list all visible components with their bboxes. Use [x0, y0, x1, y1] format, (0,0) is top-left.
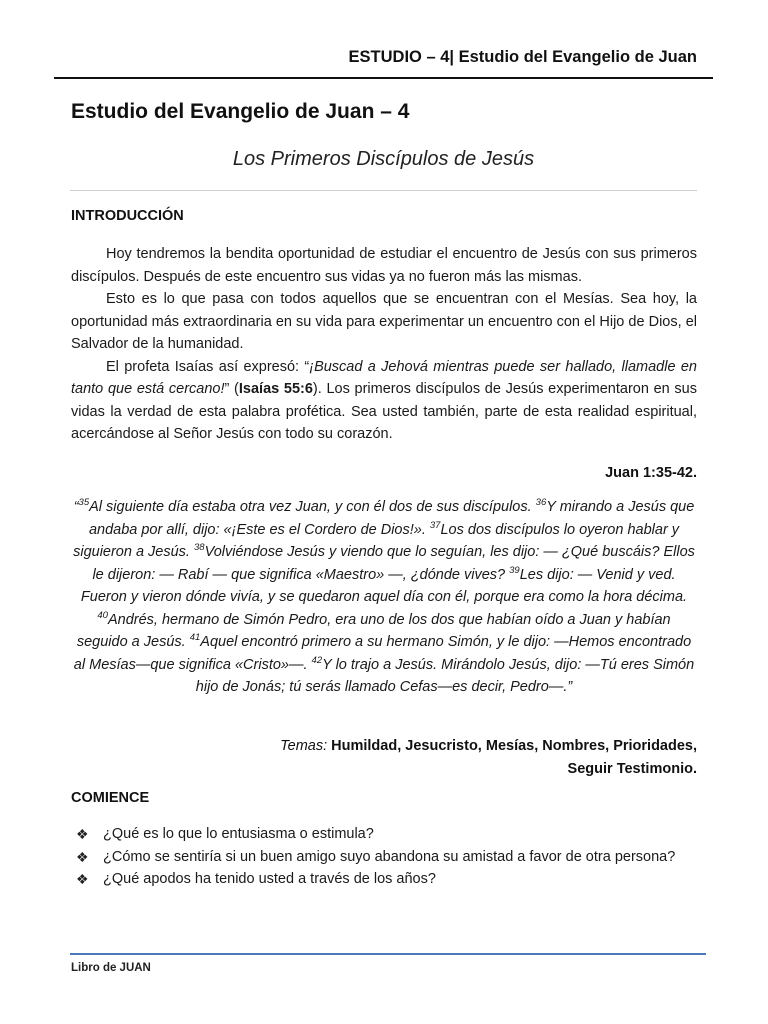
- intro-paragraph-1: Hoy tendremos la bendita oportunidad de estudiar el encuentro de Jesús con sus primeros discípulos. Después de este encuentro sus vidas ya no fueron más las mismas.: [71, 246, 697, 285]
- verse-number: 40: [97, 609, 108, 621]
- intro-p3-lead: El profeta Isaías así expresó: “: [106, 358, 310, 375]
- isaiah-quote: ¡Buscad a Jehová mientras puede ser hallado, llamadle en tanto que está cercano!: [71, 358, 697, 397]
- verse-text: Les dijo: — Venid y ved. Fueron y vieron dónde vivía, y se quedaron aquel día con él, porque era como la hora décima.: [80, 566, 688, 605]
- document-title: Estudio del Evangelio de Juan – 4: [71, 100, 410, 123]
- scripture-quote: [72, 496, 696, 699]
- verse-text: Volviéndose Jesús y viendo que lo seguían, les dijo: — ¿Qué buscáis? Ellos le dijeron: — Rabí — que significa «Maestro» —, ¿dónde vives?: [92, 544, 695, 583]
- running-header: ESTUDIO – 4| Estudio del Evangelio de Juan: [348, 48, 697, 66]
- quote-open-mark: “: [73, 499, 79, 515]
- list-item: [76, 868, 697, 891]
- list-item: [76, 823, 697, 846]
- verse-number: 37: [429, 519, 441, 531]
- comience-heading: COMIENCE: [71, 790, 150, 806]
- verse-text: Andrés, hermano de Simón Pedro, era uno de los dos que habían oído a Juan y habían seguido a Jesús.: [76, 611, 671, 650]
- title-divider: [70, 190, 697, 191]
- scripture-reference: Juan 1:35-42.: [605, 465, 697, 481]
- footer-divider: [70, 953, 706, 955]
- temas-line: [277, 735, 697, 780]
- comience-list: [76, 823, 697, 891]
- temas-values: Humildad, Jesucristo, Mesías, Nombres, Prioridades, Seguir Testimonio.: [331, 738, 697, 777]
- footer-text: Libro de JUAN: [71, 962, 151, 974]
- verse-number: 39: [509, 564, 520, 576]
- intro-paragraph-2: Esto es lo que pasa con todos aquellos que se encuentran con el Mesías. Sea hoy, la oportunidad más extraordinaria en su vida para experimentar un encuentro con el Hijo de Dios, el Salvador de la humanidad.: [71, 291, 697, 352]
- list-item-text: ¿Qué apodos ha tenido usted a través de los años?: [103, 871, 436, 887]
- intro-p3-tail: ). Los primeros discípulos de Jesús experimentaron en sus vidas la verdad de esta palabra profética. Sea usted también, parte de esta realidad espiritual, acercándose al Señor Jesús con todo su corazón.: [71, 381, 697, 442]
- introduccion-body: [71, 243, 697, 446]
- verse-text: Y mirando a Jesús que andaba por allí, dijo: «¡Este es el Cordero de Dios!».: [88, 499, 695, 538]
- verse-number: 38: [194, 542, 205, 554]
- diamond-bullet-icon: ❖: [76, 871, 89, 887]
- verse-text: Y lo trajo a Jesús. Mirándolo Jesús, dijo: —Tú eres Simón hijo de Jonás; tú serás llamado Cefas—es decir, Pedro—.”: [195, 656, 695, 695]
- header-divider: [54, 77, 713, 79]
- list-item-text: ¿Qué es lo que lo entusiasma o estimula?: [103, 826, 374, 842]
- verse-number: 36: [535, 497, 547, 509]
- diamond-bullet-icon: ❖: [76, 826, 89, 842]
- temas-label: Temas:: [280, 738, 328, 754]
- verse-text: Aquel encontró primero a su hermano Simón, y le dijo: —Hemos encontrado al Mesías—que significa «Cristo»—.: [73, 634, 692, 673]
- isaiah-reference: Isaías 55:6: [238, 381, 313, 397]
- list-item: [76, 846, 697, 869]
- verse-number: 42: [311, 654, 323, 666]
- verse-number: 35: [78, 497, 90, 509]
- document-subtitle: Los Primeros Discípulos de Jesús: [232, 148, 535, 170]
- verse-number: 41: [189, 632, 201, 644]
- intro-paragraph-3: [71, 356, 697, 446]
- list-item-text: ¿Cómo se sentiría si un buen amigo suyo abandona su amistad a favor de otra persona?: [103, 848, 676, 865]
- introduccion-heading: INTRODUCCIÓN: [71, 208, 184, 224]
- verse-text: Al siguiente día estaba otra vez Juan, y con él dos de sus discípulos.: [89, 499, 536, 515]
- verse-text: Los dos discípulos lo oyeron hablar y siguieron a Jesús.: [73, 521, 680, 560]
- intro-p3-mid: ” (: [224, 381, 239, 397]
- diamond-bullet-icon: ❖: [76, 848, 89, 865]
